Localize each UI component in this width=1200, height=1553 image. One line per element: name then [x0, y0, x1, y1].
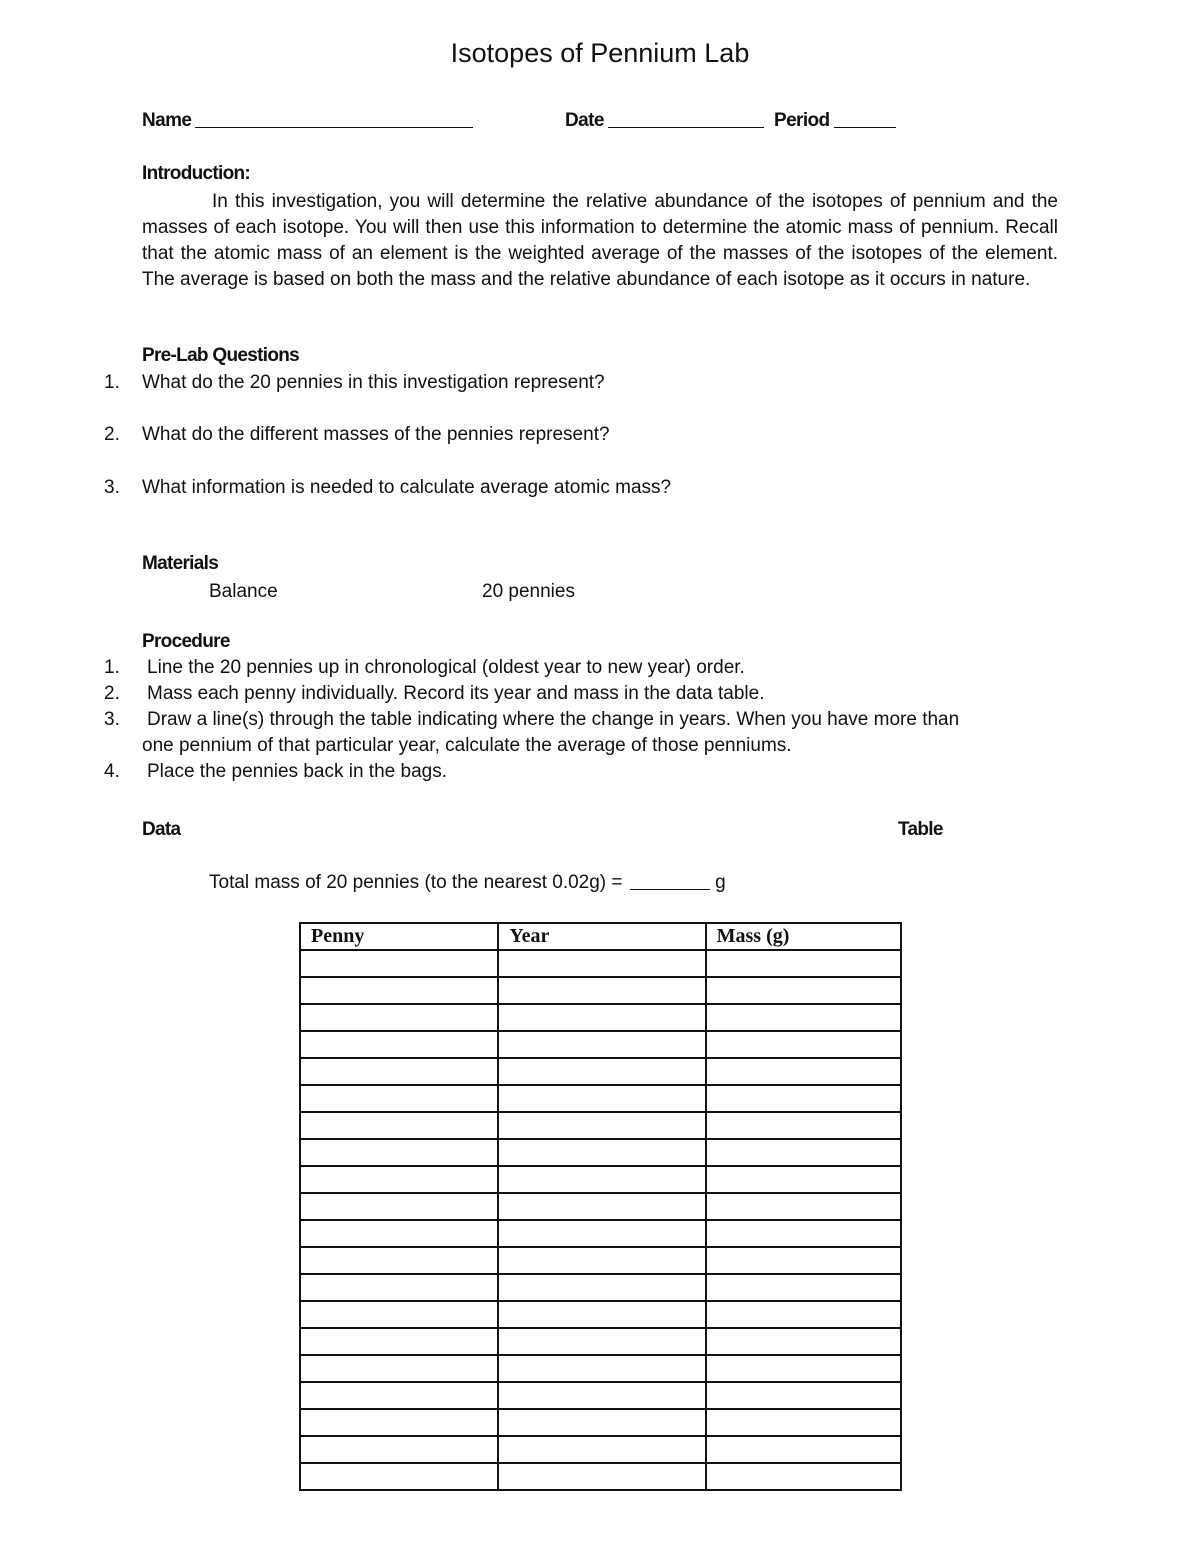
- mass-cell[interactable]: [706, 977, 901, 1004]
- step-text: Line the 20 pennies up in chronological (oldest year to new year) order.: [147, 657, 745, 678]
- column-header-penny: Penny: [300, 923, 498, 950]
- year-cell[interactable]: [498, 1463, 705, 1490]
- date-blank[interactable]: [608, 127, 764, 128]
- column-header-mass: Mass (g): [706, 923, 901, 950]
- year-cell[interactable]: [498, 1220, 705, 1247]
- column-header-year: Year: [498, 923, 705, 950]
- table-row: [300, 1085, 901, 1112]
- penny-cell[interactable]: [300, 1193, 498, 1220]
- year-cell[interactable]: [498, 1139, 705, 1166]
- mass-cell[interactable]: [706, 1328, 901, 1355]
- year-cell[interactable]: [498, 1382, 705, 1409]
- table-row: [300, 1355, 901, 1382]
- penny-cell[interactable]: [300, 1004, 498, 1031]
- penny-cell[interactable]: [300, 1355, 498, 1382]
- step-number: 4.: [104, 761, 120, 782]
- mass-cell[interactable]: [706, 1355, 901, 1382]
- mass-cell[interactable]: [706, 1058, 901, 1085]
- table-row: [300, 1436, 901, 1463]
- penny-cell[interactable]: [300, 977, 498, 1004]
- year-cell[interactable]: [498, 1112, 705, 1139]
- penny-cell[interactable]: [300, 1085, 498, 1112]
- question-text: What do the 20 pennies in this investigation represent?: [142, 372, 605, 393]
- table-row: [300, 1112, 901, 1139]
- table-row: [300, 1031, 901, 1058]
- period-label: Period: [774, 110, 830, 131]
- data-heading: Data: [142, 819, 181, 840]
- table-row: [300, 1220, 901, 1247]
- material-item: 20 pennies: [482, 581, 575, 602]
- mass-cell[interactable]: [706, 1112, 901, 1139]
- question-text: What do the different masses of the pennies represent?: [142, 424, 610, 445]
- penny-cell[interactable]: [300, 1139, 498, 1166]
- step-number: 2.: [104, 683, 120, 704]
- penny-cell[interactable]: [300, 1382, 498, 1409]
- mass-cell[interactable]: [706, 1139, 901, 1166]
- total-mass-blank[interactable]: [630, 889, 710, 890]
- mass-cell[interactable]: [706, 1031, 901, 1058]
- penny-cell[interactable]: [300, 950, 498, 977]
- total-mass-unit: g: [715, 872, 726, 893]
- mass-cell[interactable]: [706, 1463, 901, 1490]
- year-cell[interactable]: [498, 1436, 705, 1463]
- mass-cell[interactable]: [706, 1382, 901, 1409]
- procedure-heading: Procedure: [142, 631, 230, 652]
- table-row: [300, 1409, 901, 1436]
- date-field[interactable]: [565, 110, 764, 132]
- step-text-continued: one pennium of that particular year, calculate the average of those penniums.: [142, 735, 792, 756]
- date-label: Date: [565, 110, 604, 131]
- year-cell[interactable]: [498, 1247, 705, 1274]
- question-number: 1.: [104, 372, 120, 393]
- material-item: Balance: [209, 581, 278, 602]
- table-row: [300, 1166, 901, 1193]
- penny-cell[interactable]: [300, 1274, 498, 1301]
- table-body: [300, 950, 901, 1490]
- mass-cell[interactable]: [706, 1004, 901, 1031]
- year-cell[interactable]: [498, 1274, 705, 1301]
- year-cell[interactable]: [498, 1085, 705, 1112]
- mass-cell[interactable]: [706, 1301, 901, 1328]
- mass-cell[interactable]: [706, 1409, 901, 1436]
- materials-heading: Materials: [142, 553, 219, 574]
- year-cell[interactable]: [498, 1355, 705, 1382]
- question-text: What information is needed to calculate average atomic mass?: [142, 477, 672, 498]
- year-cell[interactable]: [498, 950, 705, 977]
- table-heading: Table: [898, 819, 943, 840]
- step-text: Place the pennies back in the bags.: [147, 761, 447, 782]
- penny-cell[interactable]: [300, 1463, 498, 1490]
- step-text: Draw a line(s) through the table indicating where the change in years. When you have more than: [147, 709, 960, 730]
- table-row: [300, 1301, 901, 1328]
- year-cell[interactable]: [498, 1058, 705, 1085]
- mass-cell[interactable]: [706, 1220, 901, 1247]
- period-blank[interactable]: [834, 127, 896, 128]
- year-cell[interactable]: [498, 1004, 705, 1031]
- table-row: [300, 1193, 901, 1220]
- step-text: Mass each penny individually. Record its year and mass in the data table.: [147, 683, 765, 704]
- penny-cell[interactable]: [300, 1220, 498, 1247]
- mass-cell[interactable]: [706, 1436, 901, 1463]
- step-number: 1.: [104, 657, 120, 678]
- table-header-row: [300, 923, 901, 950]
- introduction-text: In this investigation, you will determine the relative abundance of the isotopes of pennium and the masses of each isotope. You will then use this information to determine the atomic mass of pennium. Recall that the atomic mass of an element is the weighted average of the masses of the isotopes of the element. The average is based on both the mass and the relative abundance of each isotope as it occurs in nature.: [142, 191, 1058, 290]
- penny-cell[interactable]: [300, 1328, 498, 1355]
- mass-cell[interactable]: [706, 950, 901, 977]
- name-field[interactable]: [142, 110, 473, 132]
- year-cell[interactable]: [498, 1409, 705, 1436]
- step-number: 3.: [104, 709, 120, 730]
- penny-cell[interactable]: [300, 1058, 498, 1085]
- mass-cell[interactable]: [706, 1085, 901, 1112]
- total-mass-line: [209, 870, 726, 896]
- table-row: [300, 1247, 901, 1274]
- penny-cell[interactable]: [300, 1436, 498, 1463]
- mass-cell[interactable]: [706, 1247, 901, 1274]
- page-title: Isotopes of Pennium Lab: [450, 38, 750, 68]
- mass-cell[interactable]: [706, 1166, 901, 1193]
- question-number: 3.: [104, 477, 120, 498]
- penny-cell[interactable]: [300, 1112, 498, 1139]
- name-blank[interactable]: [195, 127, 473, 128]
- table-row: [300, 977, 901, 1004]
- table-row: [300, 1274, 901, 1301]
- table-row: [300, 1328, 901, 1355]
- total-mass-label: Total mass of 20 pennies (to the nearest 0.02g) =: [209, 872, 623, 893]
- year-cell[interactable]: [498, 1031, 705, 1058]
- year-cell[interactable]: [498, 1166, 705, 1193]
- year-cell[interactable]: [498, 977, 705, 1004]
- mass-cell[interactable]: [706, 1274, 901, 1301]
- name-label: Name: [142, 110, 192, 131]
- penny-cell[interactable]: [300, 1409, 498, 1436]
- table-row: [300, 1463, 901, 1490]
- year-cell[interactable]: [498, 1301, 705, 1328]
- prelab-heading: Pre-Lab Questions: [142, 345, 300, 366]
- introduction-heading: Introduction:: [142, 163, 251, 184]
- table-row: [300, 1139, 901, 1166]
- penny-cell[interactable]: [300, 1031, 498, 1058]
- penny-cell[interactable]: [300, 1166, 498, 1193]
- year-cell[interactable]: [498, 1328, 705, 1355]
- question-number: 2.: [104, 424, 120, 445]
- period-field[interactable]: [774, 110, 896, 132]
- table-row: [300, 1058, 901, 1085]
- penny-cell[interactable]: [300, 1301, 498, 1328]
- penny-cell[interactable]: [300, 1247, 498, 1274]
- table-row: [300, 950, 901, 977]
- table-row: [300, 1004, 901, 1031]
- year-cell[interactable]: [498, 1193, 705, 1220]
- mass-cell[interactable]: [706, 1193, 901, 1220]
- table-row: [300, 1382, 901, 1409]
- data-table: [299, 922, 902, 1491]
